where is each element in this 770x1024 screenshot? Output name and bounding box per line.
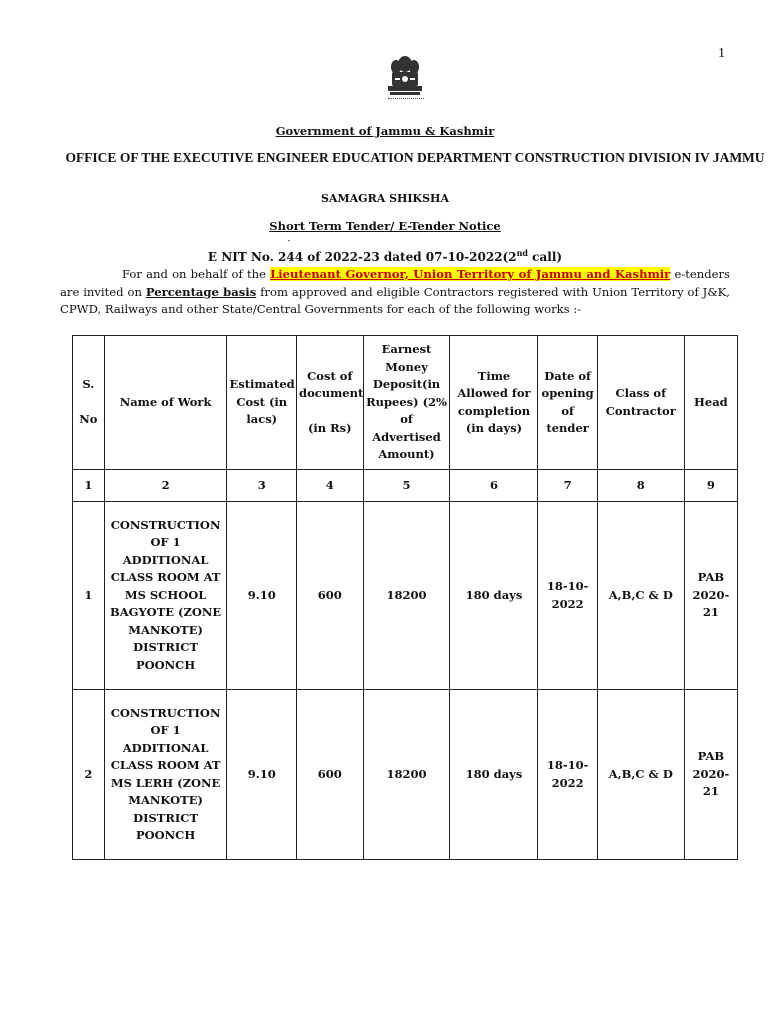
works-table [72,335,738,860]
column-number: 8 [597,470,684,502]
row-sno: 2 [73,690,105,860]
row-opening-date: 18-10-2022 [538,502,597,690]
header-class: Class of Contractor [597,336,684,470]
column-number: 4 [297,470,364,502]
table-row [73,690,738,860]
notice-title: Short Term Tender/ E-Tender Notice [269,219,501,233]
header-name: Name of Work [104,336,227,470]
header-emd: Earnest Money Deposit(in Rupees) (2% of Advertised Amount) [363,336,450,470]
authority-highlight: Lieutenant Governor, Union Territory of Jammu and Kashmir [270,267,671,281]
row-opening-date: 18-10-2022 [538,690,597,860]
header-head: Head [684,336,737,470]
column-number: 2 [104,470,227,502]
row-name-of-work: CONSTRUCTION OF 1 ADDITIONAL CLASS ROOM AT MS SCHOOL BAGYOTE (ZONE MANKOTE) DISTRICT POONCH [104,502,227,690]
column-number: 1 [73,470,105,502]
row-time-allowed: 180 days [450,690,538,860]
header-time: Time Allowed for completion (in days) [450,336,538,470]
nit-number: E NIT No. 244 of 2022-23 dated 07-10-2022(2nd call) [207,248,563,264]
government-heading: Government of Jammu & Kashmir [275,124,495,138]
table-header-row [73,336,738,470]
row-head: PAB 2020-21 [684,690,737,860]
column-number: 5 [363,470,450,502]
row-estimated-cost: 9.10 [227,502,297,690]
row-document-cost: 600 [297,690,364,860]
header-sno: S. No [73,336,105,470]
row-time-allowed: 180 days [450,502,538,690]
row-earnest-money: 18200 [363,690,450,860]
column-number: 9 [684,470,737,502]
scheme-name: SAMAGRA SHIKSHA [320,192,449,205]
column-number: 7 [538,470,597,502]
column-number: 3 [227,470,297,502]
row-estimated-cost: 9.10 [227,690,297,860]
column-number-row [73,470,738,502]
office-heading: OFFICE OF THE EXECUTIVE ENGINEER EDUCATION DEPARTMENT CONSTRUCTION DIVISION IV JAMMU [65,150,765,165]
emblem-motto [388,98,424,103]
basis-text: Percentage basis [145,284,257,299]
row-contractor-class: A,B,C & D [597,502,684,690]
header-doc: Cost of document (in Rs) [297,336,364,470]
row-sno: 1 [73,502,105,690]
header-date: Date of opening of tender [538,336,597,470]
row-earnest-money: 18200 [363,502,450,690]
row-document-cost: 600 [297,502,364,690]
header-cost: Estimated Cost (in lacs) [227,336,297,470]
table-row [73,502,738,690]
row-head: PAB 2020-21 [684,502,737,690]
dash-mark: - [287,236,291,245]
column-number: 6 [450,470,538,502]
page-number: 1 [718,46,725,61]
row-contractor-class: A,B,C & D [597,690,684,860]
notice-paragraph: For and on behalf of the Lieutenant Governor, Union Territory of Jammu and Kashmir e-tenders are invited on Percentage basis from approved and eligible Contractors registered with Union Territory of J&K, CPWD, Railways and other State/Central Governments for each of the following works :- [60,267,731,316]
row-name-of-work: CONSTRUCTION OF 1 ADDITIONAL CLASS ROOM AT MS LERH (ZONE MANKOTE) DISTRICT POONCH [104,690,227,860]
